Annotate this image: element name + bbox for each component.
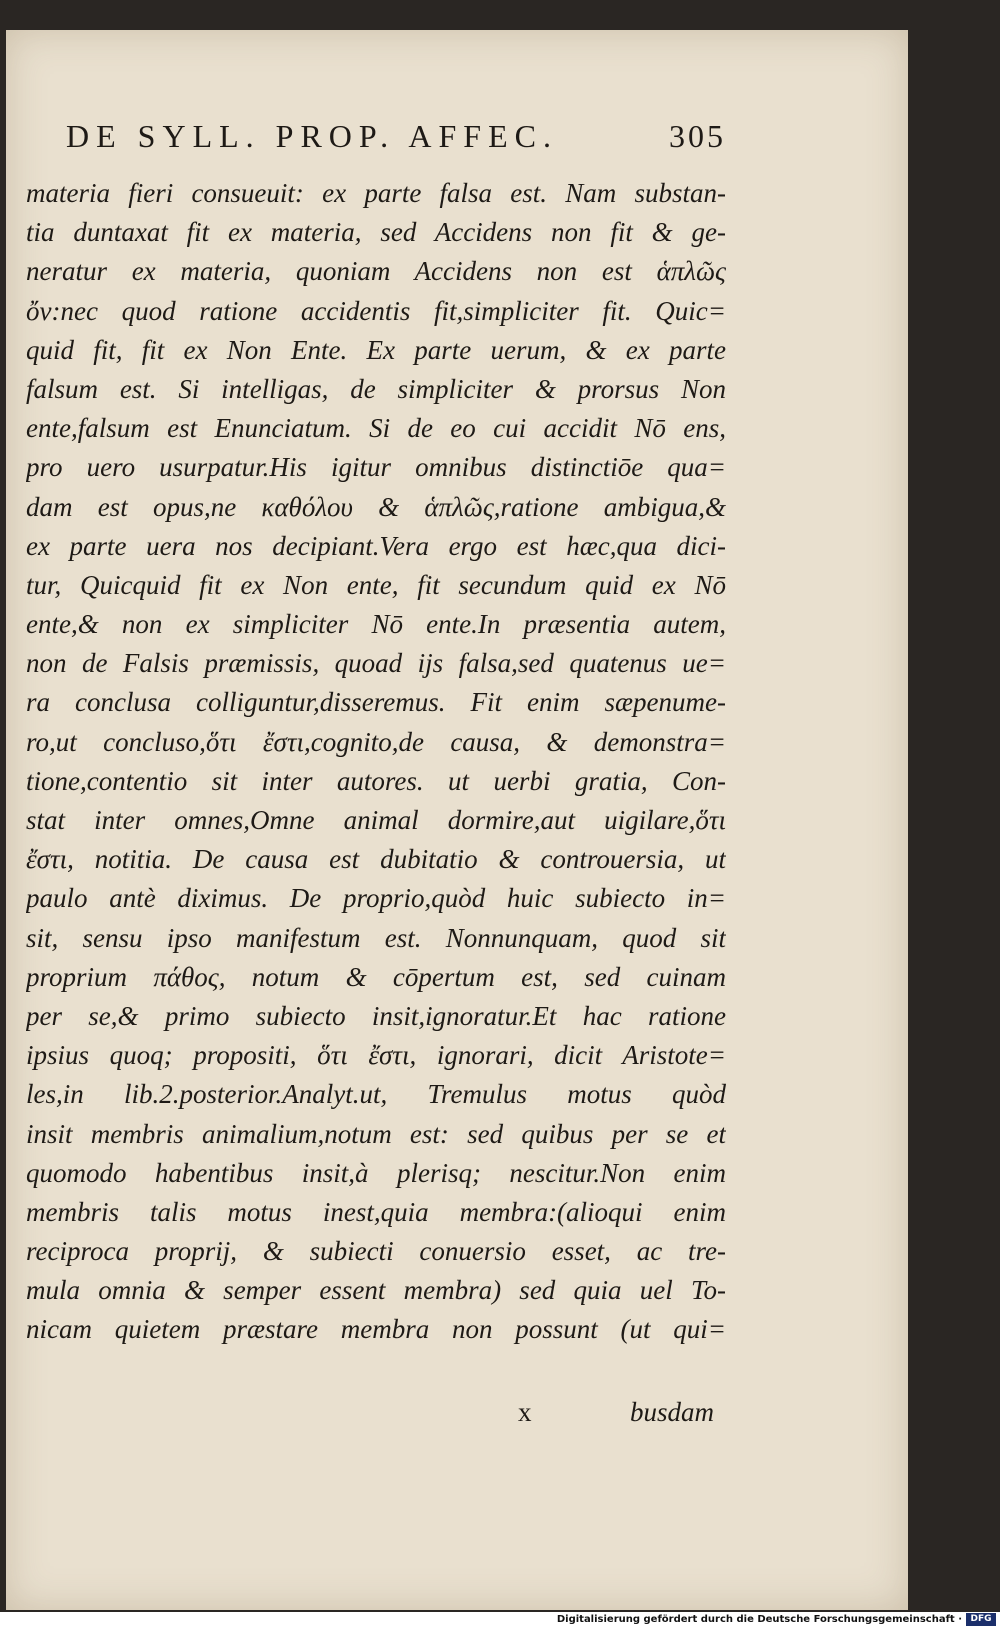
text-line: ro,ut concluso,ὅτι ἔστι,cognito,de causa, & demonstra= <box>26 726 726 757</box>
running-title: DE SYLL. PROP. AFFEC. <box>66 118 558 154</box>
text-line: les,in lib.2.posterior.Analyt.ut, Tremulus motus quòd <box>26 1079 726 1110</box>
running-header <box>66 118 726 158</box>
text-line: ὄν:nec quod ratione accidentis fit,simpliciter fit. Quic= <box>26 295 726 326</box>
text-line: membris talis motus inest,quia membra:(alioqui enim <box>26 1196 726 1227</box>
text-line: sit, sensu ipso manifestum est. Nonnunquam, quod sit <box>26 922 726 953</box>
page-number: 305 <box>669 118 726 154</box>
text-line: ente,& non ex simpliciter Nō ente.In præsentia autem, <box>26 609 726 640</box>
signature-mark: x <box>518 1397 532 1427</box>
text-line: mula omnia & semper essent membra) sed quia uel To- <box>26 1275 726 1306</box>
text-line: tur, Quicquid fit ex Non ente, fit secundum quid ex Nō <box>26 569 726 600</box>
text-line: dam est opus,ne καθόλου & ἁπλῶς,ratione ambigua,& <box>26 491 726 522</box>
text-line: falsum est. Si intelligas, de simpliciter & prorsus Non <box>26 373 726 404</box>
text-line: tia duntaxat fit ex materia, sed Accidens non fit & ge- <box>26 217 726 248</box>
text-line: pro uero usurpatur.His igitur omnibus distinctiōe qua= <box>26 452 726 483</box>
text-line: per se,& primo subiecto insit,ignoratur.Et hac ratione <box>26 1000 726 1031</box>
text-line: tione,contentio sit inter autores. ut uerbi gratia, Con- <box>26 765 726 796</box>
text-line: quomodo habentibus insit,à plerisq; nescitur.Non enim <box>26 1157 726 1188</box>
text-line: ra conclusa colliguntur,disseremus. Fit enim sæpenume- <box>26 687 726 718</box>
text-line: proprium πάθος, notum & cōpertum est, sed cuinam <box>26 961 726 992</box>
text-line: non de Falsis præmissis, quoad ijs falsa,sed quatenus ue= <box>26 648 726 679</box>
text-line: quid fit, fit ex Non Ente. Ex parte uerum, & ex parte <box>26 334 726 365</box>
funding-credit: Digitalisierung gefördert durch die Deutsche Forschungsgemeinschaft · <box>556 1614 962 1625</box>
text-line: ἔστι, notitia. De causa est dubitatio & controuersia, ut <box>26 844 726 875</box>
text-line: paulo antè diximus. De proprio,quòd huic subiecto in= <box>26 883 726 914</box>
text-line: nicam quietem præstare membra non possunt (ut qui= <box>26 1314 726 1345</box>
text-block <box>26 174 726 1434</box>
text-line: reciproca proprij, & subiecti conuersio esset, ac tre- <box>26 1236 726 1267</box>
text-line: neratur ex materia, quoniam Accidens non est ἁπλῶς <box>26 256 726 287</box>
text-line: stat inter omnes,Omne animal dormire,aut uigilare,ὅτι <box>26 805 726 835</box>
text-line: materia fieri consueuit: ex parte falsa est. Nam substan- <box>26 178 726 208</box>
text-line: ente,falsum est Enunciatum. Si de eo cui accidit Nō ens, <box>26 413 726 444</box>
text-line: ipsius quoq; propositi, ὅτι ἔστι, ignorari, dicit Aristote= <box>26 1040 726 1071</box>
text-line: ex parte uera nos decipiant.Vera ergo est hæc,qua dici- <box>26 530 726 561</box>
text-line: insit membris animalium,notum est: sed quibus per se et <box>26 1118 726 1149</box>
catchword: busdam <box>630 1397 715 1427</box>
dfg-logo: DFG <box>966 1613 996 1626</box>
